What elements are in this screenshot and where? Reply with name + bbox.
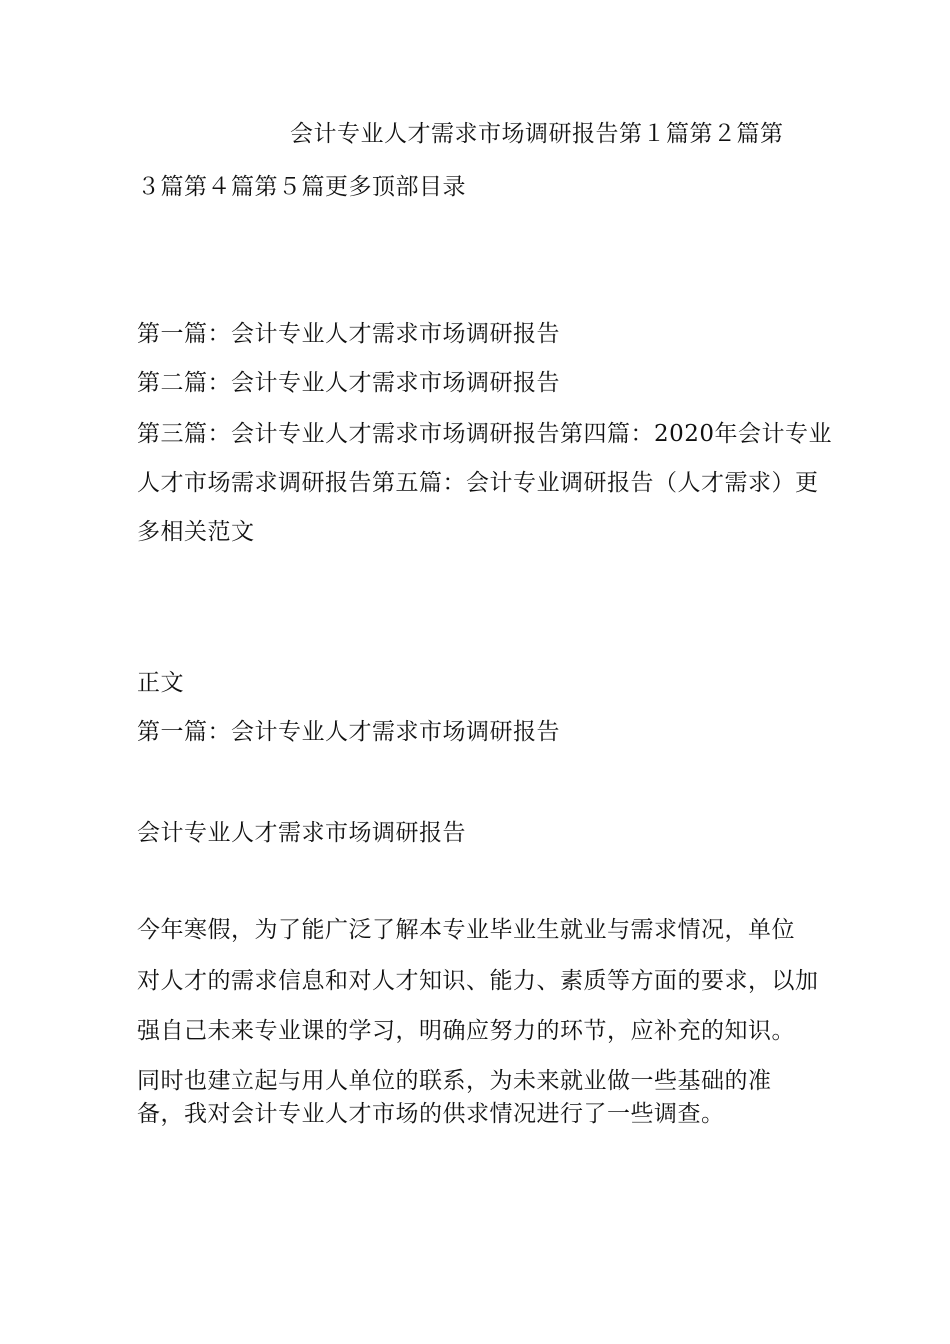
toc-line-3: 第三篇：会计专业人才需求市场调研报告第四篇：2020年会计专业 <box>137 421 833 447</box>
paragraph-line-2: 对人才的需求信息和对人才知识、能力、素质等方面的要求，以加 <box>137 968 819 994</box>
paragraph-line-5: 备，我对会计专业人才市场的供求情况进行了一些调查。 <box>137 1101 725 1127</box>
paragraph-line-4: 同时也建立起与用人单位的联系，为未来就业做一些基础的准 <box>137 1068 772 1094</box>
section-title: 第一篇：会计专业人才需求市场调研报告 <box>137 719 560 745</box>
document-title-line-1: 会计专业人才需求市场调研报告第１篇第２篇第 <box>290 121 784 147</box>
toc-line-4: 人才市场需求调研报告第五篇：会计专业调研报告（人才需求）更 <box>137 470 819 496</box>
body-heading: 正文 <box>137 670 184 696</box>
report-title: 会计专业人才需求市场调研报告 <box>137 820 466 846</box>
toc-line-2: 第二篇：会计专业人才需求市场调研报告 <box>137 370 560 396</box>
toc-line-5: 多相关范文 <box>137 519 255 545</box>
document-title-line-2: ３篇第４篇第５篇更多顶部目录 <box>137 174 466 200</box>
paragraph-line-1: 今年寒假，为了能广泛了解本专业毕业生就业与需求情况，单位 <box>137 917 795 943</box>
paragraph-line-3: 强自己未来专业课的学习，明确应努力的环节，应补充的知识。 <box>137 1018 795 1044</box>
toc-line-1: 第一篇：会计专业人才需求市场调研报告 <box>137 321 560 347</box>
